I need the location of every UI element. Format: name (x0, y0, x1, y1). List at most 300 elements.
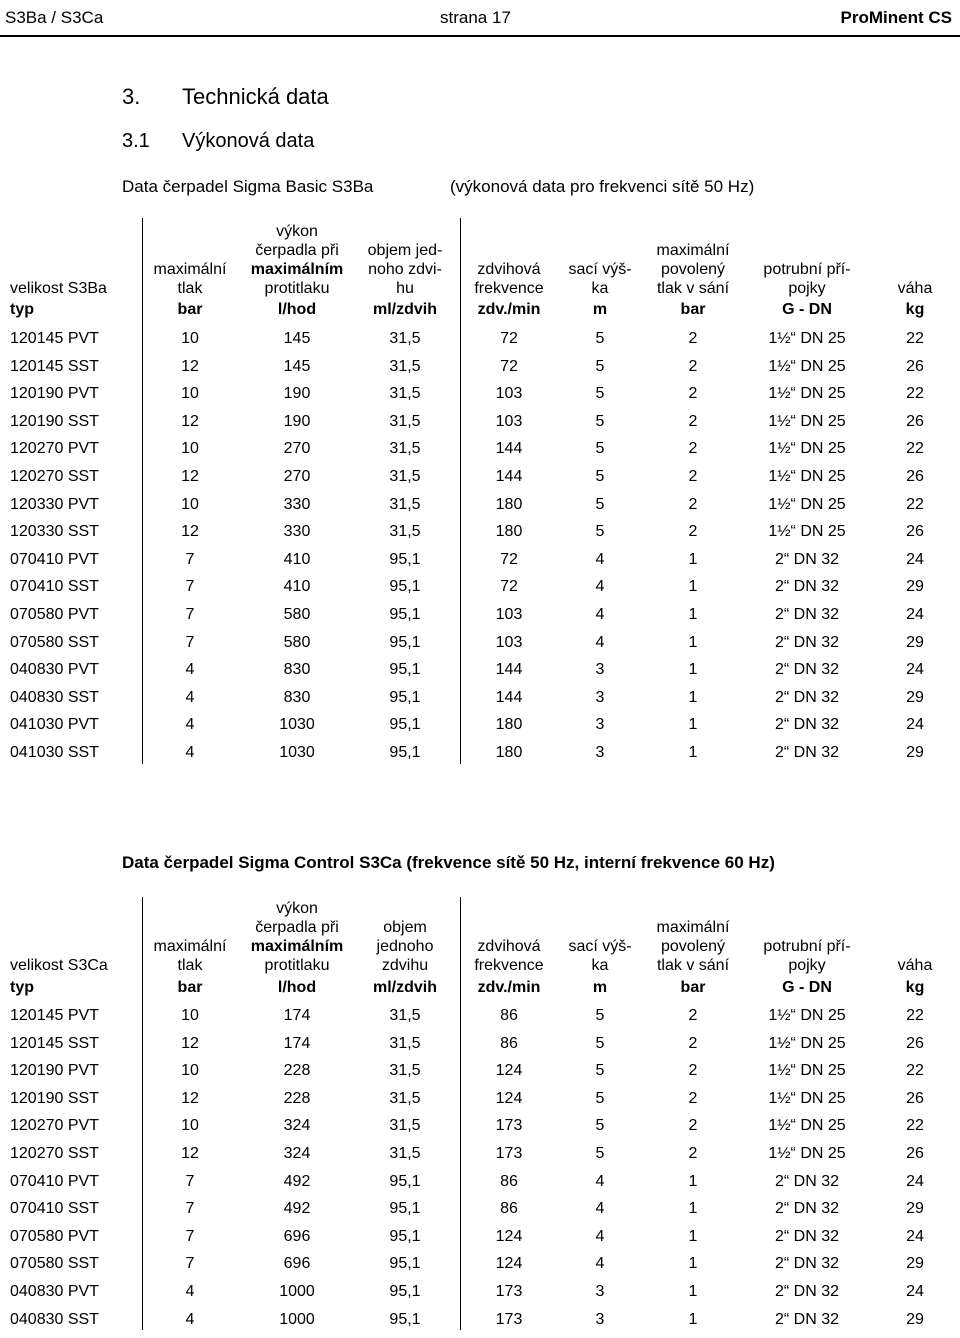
column-header-line: potrubní pří- (763, 261, 851, 278)
unit-cell: l/hod (277, 979, 317, 996)
table-cell: 1030 (279, 716, 315, 734)
column-header-line: sací výš- (568, 261, 632, 278)
table-cell: 2 (688, 495, 698, 513)
table-cell: 7 (185, 633, 195, 651)
table-cell: 10 (181, 330, 199, 347)
table-cell: 26 (906, 523, 924, 541)
table-cell: 2 (688, 330, 698, 347)
table-cell: 31,5 (389, 412, 421, 430)
column-rule (460, 897, 461, 1330)
table-cell: 72 (500, 578, 518, 596)
table-cell: 95,1 (389, 606, 421, 623)
table-cell: 2“ DN 32 (774, 1310, 840, 1328)
table-cell: 95,1 (389, 578, 421, 596)
table-cell: 4 (595, 1255, 605, 1273)
table-cell: 124 (495, 1062, 523, 1080)
table-cell: 2“ DN 32 (774, 550, 840, 568)
table-cell: 173 (495, 1145, 523, 1162)
table-cell: 31,5 (389, 1062, 421, 1080)
table-cell: 2 (688, 1062, 698, 1080)
column-header-line: tlak v sání (656, 957, 730, 974)
table-cell: 31,5 (389, 523, 421, 541)
table-cell: 7 (185, 1172, 195, 1190)
table-cell: 5 (595, 1034, 605, 1052)
table-cell: 24 (906, 606, 924, 623)
column-header-line: jednoho (376, 938, 434, 955)
table-cell: 86 (500, 1034, 518, 1052)
column-header-line: velikost S3Ba (10, 280, 107, 297)
table-cell: 1 (688, 633, 698, 651)
row-type: 040830 SST (10, 688, 99, 706)
table-cell: 580 (283, 606, 311, 623)
table-cell: 24 (906, 1227, 924, 1245)
table-cell: 2 (688, 385, 698, 403)
table-cell: 72 (500, 330, 518, 347)
table-cell: 2 (688, 1034, 698, 1052)
table-cell: 31,5 (389, 468, 421, 485)
table-cell: 12 (181, 412, 199, 430)
column-header-line: sací výš- (568, 938, 632, 955)
column-header (251, 222, 343, 298)
row-type: 070580 PVT (10, 1227, 99, 1245)
column-header-line: maximálním (250, 938, 344, 955)
subsection-number: 3.1 (122, 130, 150, 152)
table-cell: 145 (283, 330, 311, 347)
table-cell: 1½“ DN 25 (768, 1062, 846, 1080)
table-cell: 2“ DN 32 (774, 606, 840, 623)
column-header-line: ka (591, 957, 609, 974)
unit-cell: G - DN (782, 301, 832, 318)
table-cell: 5 (595, 1089, 605, 1107)
table-cell: 12 (181, 1034, 199, 1052)
table-cell: 324 (283, 1145, 311, 1162)
column-header-line: ka (591, 280, 609, 297)
table-cell: 2 (688, 1007, 698, 1024)
column-header-line: maximálním (250, 261, 344, 278)
table-cell: 12 (181, 1145, 199, 1162)
table-cell: 5 (595, 330, 605, 347)
table-cell: 1½“ DN 25 (768, 412, 846, 430)
table-cell: 1 (688, 550, 698, 568)
table-cell: 4 (185, 688, 195, 706)
table-cell: 31,5 (389, 440, 421, 458)
column-header-line: tlak (177, 280, 203, 297)
table-cell: 22 (906, 440, 924, 458)
table-cell: 1½“ DN 25 (768, 1007, 846, 1024)
table-cell: 24 (906, 1283, 924, 1300)
table-cell: 2“ DN 32 (774, 1255, 840, 1273)
table-cell: 4 (185, 1283, 195, 1300)
table-cell: 103 (495, 633, 523, 651)
column-header-line: maximální (656, 242, 730, 259)
table-cell: 10 (181, 1117, 199, 1135)
table-cell: 174 (283, 1007, 311, 1024)
table-cell: 26 (906, 468, 924, 485)
table-cell: 228 (283, 1089, 311, 1107)
table-cell: 29 (906, 1200, 924, 1218)
table-cell: 10 (181, 440, 199, 458)
column-header (898, 956, 933, 975)
table-cell: 12 (181, 1089, 199, 1107)
column-header (474, 260, 543, 298)
unit-cell: bar (680, 301, 706, 318)
table-cell: 830 (283, 688, 311, 706)
column-header-line: protitlaku (264, 957, 330, 974)
table-cell: 12 (181, 357, 199, 375)
table-cell: 1 (688, 1200, 698, 1218)
table-cell: 173 (495, 1283, 523, 1300)
table-cell: 7 (185, 1200, 195, 1218)
table-cell: 1 (688, 1172, 698, 1190)
table1-caption-title: Data čerpadel Sigma Basic S3Ba (122, 177, 374, 196)
table-cell: 2 (688, 523, 698, 541)
column-header (251, 899, 343, 975)
table-cell: 1030 (279, 744, 315, 761)
column-header-line: maximální (656, 919, 730, 936)
column-header-line: čerpadla při (255, 242, 339, 259)
table-cell: 4 (595, 606, 605, 623)
table-cell: 270 (283, 440, 311, 458)
table-cell: 4 (595, 1172, 605, 1190)
table-cell: 86 (500, 1200, 518, 1218)
table-cell: 145 (283, 357, 311, 375)
table-sigma-basic (0, 218, 960, 764)
table-cell: 1½“ DN 25 (768, 1089, 846, 1107)
table-cell: 95,1 (389, 1283, 421, 1300)
table-cell: 7 (185, 1255, 195, 1273)
table-cell: 2“ DN 32 (774, 1200, 840, 1218)
unit-cell: kg (905, 979, 925, 996)
table-cell: 24 (906, 1172, 924, 1190)
column-header-line: protitlaku (264, 280, 330, 297)
table-cell: 5 (595, 412, 605, 430)
table-cell: 180 (495, 744, 523, 761)
table-cell: 1 (688, 1227, 698, 1245)
row-type: 041030 PVT (10, 716, 99, 734)
table-cell: 29 (906, 1255, 924, 1273)
table-cell: 270 (283, 468, 311, 485)
table-cell: 12 (181, 523, 199, 541)
unit-cell: m (592, 301, 608, 318)
table-cell: 26 (906, 412, 924, 430)
table-cell: 180 (495, 716, 523, 734)
unit-cell: zdv./min (477, 979, 541, 996)
table-cell: 5 (595, 357, 605, 375)
table-cell: 2 (688, 357, 698, 375)
column-header-line: objem jed- (367, 242, 443, 259)
table-cell: 330 (283, 523, 311, 541)
column-header-line: frekvence (474, 280, 544, 297)
unit-cell: typ (10, 301, 34, 318)
table-cell: 95,1 (389, 688, 421, 706)
row-type: 070580 SST (10, 1255, 99, 1273)
row-type: 120190 PVT (10, 385, 99, 403)
table-cell: 22 (906, 330, 924, 347)
table-cell: 10 (181, 495, 199, 513)
subsection-title: Výkonová data (182, 130, 315, 152)
table-cell: 2“ DN 32 (774, 633, 840, 651)
table-cell: 1½“ DN 25 (768, 1034, 846, 1052)
table-cell: 29 (906, 633, 924, 651)
column-header (657, 241, 730, 298)
unit-cell: G - DN (782, 979, 832, 996)
table-cell: 228 (283, 1062, 311, 1080)
table-cell: 26 (906, 1089, 924, 1107)
table-cell: 4 (185, 744, 195, 761)
table-cell: 1 (688, 1310, 698, 1328)
table1-caption (122, 177, 755, 197)
table-cell: 5 (595, 440, 605, 458)
table-cell: 1 (688, 744, 698, 761)
table-cell: 144 (495, 661, 523, 679)
column-header-line: zdvihová (477, 261, 541, 278)
table-cell: 1 (688, 1255, 698, 1273)
table-cell: 2 (688, 468, 698, 485)
table-cell: 31,5 (389, 495, 421, 513)
table-cell: 2“ DN 32 (774, 716, 840, 734)
table-cell: 12 (181, 468, 199, 485)
unit-cell: l/hod (277, 301, 317, 318)
table-cell: 5 (595, 1062, 605, 1080)
unit-cell: typ (10, 979, 34, 996)
table-cell: 1½“ DN 25 (768, 468, 846, 485)
row-type: 120270 SST (10, 468, 99, 485)
column-header-line: váha (897, 957, 933, 974)
table-cell: 3 (595, 688, 605, 706)
column-header-line: maximální (153, 938, 227, 955)
table-cell: 2“ DN 32 (774, 744, 840, 761)
header-page-number: strana 17 (440, 8, 511, 27)
column-rule (142, 218, 143, 764)
column-header-line: tlak v sání (656, 280, 730, 297)
table-cell: 31,5 (389, 1145, 421, 1162)
table-cell: 2 (688, 440, 698, 458)
column-header-line: pojky (788, 957, 826, 974)
row-type: 120190 SST (10, 412, 99, 430)
table-cell: 190 (283, 385, 311, 403)
table-cell: 4 (185, 1310, 195, 1328)
row-type: 120190 PVT (10, 1062, 99, 1080)
table-cell: 410 (283, 578, 311, 596)
table-cell: 22 (906, 1007, 924, 1024)
table-cell: 22 (906, 1117, 924, 1135)
table-cell: 492 (283, 1200, 311, 1218)
column-header (763, 260, 850, 298)
table-cell: 2“ DN 32 (774, 688, 840, 706)
column-header-line: výkon (276, 223, 318, 240)
table-cell: 10 (181, 1007, 199, 1024)
table-cell: 144 (495, 468, 523, 485)
table-cell: 22 (906, 385, 924, 403)
table-cell: 31,5 (389, 1007, 421, 1024)
row-type: 120270 PVT (10, 1117, 99, 1135)
table-cell: 7 (185, 606, 195, 623)
column-header-line: pojky (788, 280, 826, 297)
table-cell: 3 (595, 744, 605, 761)
column-header-line: tlak (177, 957, 203, 974)
table-cell: 2“ DN 32 (774, 1283, 840, 1300)
table-cell: 174 (283, 1034, 311, 1052)
table-sigma-control (0, 897, 960, 1330)
table-cell: 24 (906, 716, 924, 734)
table-cell: 22 (906, 495, 924, 513)
unit-cell: bar (680, 979, 706, 996)
table-cell: 95,1 (389, 1227, 421, 1245)
column-header-line: objem (383, 919, 427, 936)
table-cell: 4 (595, 1200, 605, 1218)
table-cell: 1½“ DN 25 (768, 357, 846, 375)
table-cell: 95,1 (389, 633, 421, 651)
column-header (568, 937, 631, 975)
table-cell: 5 (595, 468, 605, 485)
table-cell: 4 (595, 578, 605, 596)
table-cell: 95,1 (389, 716, 421, 734)
table-cell: 95,1 (389, 1310, 421, 1328)
row-type: 120190 SST (10, 1089, 99, 1107)
column-header-line: velikost S3Ca (10, 957, 108, 974)
table-cell: 3 (595, 1283, 605, 1300)
table-cell: 103 (495, 412, 523, 430)
column-header (154, 260, 227, 298)
table-cell: 4 (595, 550, 605, 568)
row-type: 070410 SST (10, 578, 99, 596)
table-cell: 1½“ DN 25 (768, 495, 846, 513)
row-type: 120330 SST (10, 523, 99, 541)
table-cell: 86 (500, 1172, 518, 1190)
table-cell: 95,1 (389, 1172, 421, 1190)
table-cell: 103 (495, 385, 523, 403)
row-type: 120145 SST (10, 1034, 99, 1052)
header-company: ProMinent CS (840, 8, 952, 27)
table-cell: 3 (595, 1310, 605, 1328)
column-header-line: maximální (153, 261, 227, 278)
row-type: 070580 PVT (10, 606, 99, 623)
column-header (10, 279, 107, 298)
table-cell: 95,1 (389, 1255, 421, 1273)
table-cell: 24 (906, 661, 924, 679)
table-cell: 10 (181, 385, 199, 403)
table-cell: 1 (688, 716, 698, 734)
table-cell: 3 (595, 716, 605, 734)
row-type: 120270 SST (10, 1145, 99, 1162)
row-type: 070410 PVT (10, 1172, 99, 1190)
table-cell: 2 (688, 1089, 698, 1107)
table-cell: 10 (181, 1062, 199, 1080)
row-type: 120145 SST (10, 357, 99, 375)
table-cell: 95,1 (389, 661, 421, 679)
row-type: 040830 PVT (10, 661, 99, 679)
column-header-line: zdvihová (477, 938, 541, 955)
table-cell: 1 (688, 661, 698, 679)
table-cell: 31,5 (389, 1034, 421, 1052)
table-cell: 696 (283, 1255, 311, 1273)
table-cell: 95,1 (389, 1200, 421, 1218)
table-cell: 1½“ DN 25 (768, 1117, 846, 1135)
column-header (377, 918, 434, 975)
table-cell: 29 (906, 744, 924, 761)
page-header (0, 0, 960, 36)
column-header-line: povolený (660, 261, 726, 278)
table-cell: 410 (283, 550, 311, 568)
table-cell: 2“ DN 32 (774, 1227, 840, 1245)
table-cell: 31,5 (389, 385, 421, 403)
table-cell: 173 (495, 1117, 523, 1135)
table-cell: 7 (185, 550, 195, 568)
unit-cell: ml/zdvih (372, 301, 438, 318)
table-cell: 31,5 (389, 1089, 421, 1107)
table-cell: 1000 (279, 1283, 315, 1300)
table-cell: 1½“ DN 25 (768, 523, 846, 541)
table-cell: 1½“ DN 25 (768, 385, 846, 403)
table-cell: 26 (906, 1034, 924, 1052)
table-cell: 5 (595, 1145, 605, 1162)
table-cell: 580 (283, 633, 311, 651)
table-cell: 5 (595, 1007, 605, 1024)
unit-cell: bar (177, 979, 203, 996)
table-cell: 1 (688, 1283, 698, 1300)
column-header (10, 956, 108, 975)
table-cell: 5 (595, 1117, 605, 1135)
table-cell: 492 (283, 1172, 311, 1190)
table-cell: 103 (495, 606, 523, 623)
table-cell: 1½“ DN 25 (768, 1145, 846, 1162)
table-cell: 29 (906, 578, 924, 596)
table-cell: 124 (495, 1255, 523, 1273)
unit-cell: kg (905, 301, 925, 318)
table-cell: 4 (595, 633, 605, 651)
table-cell: 7 (185, 578, 195, 596)
column-header-line: váha (897, 280, 933, 297)
table-cell: 180 (495, 495, 523, 513)
subsection-heading (122, 130, 314, 153)
column-header (368, 241, 443, 298)
table2-caption: Data čerpadel Sigma Control S3Ca (frekvence sítě 50 Hz, interní frekvence 60 Hz) (122, 853, 775, 872)
table-cell: 124 (495, 1089, 523, 1107)
column-header-line: výkon (276, 900, 318, 917)
column-header-line: noho zdvi- (368, 261, 442, 278)
row-type: 040830 SST (10, 1310, 99, 1328)
row-type: 120145 PVT (10, 1007, 99, 1024)
table-cell: 29 (906, 688, 924, 706)
table-cell: 144 (495, 688, 523, 706)
table-cell: 180 (495, 523, 523, 541)
table-cell: 7 (185, 1227, 195, 1245)
section-heading (122, 84, 329, 110)
table-cell: 29 (906, 1310, 924, 1328)
table-cell: 2“ DN 32 (774, 661, 840, 679)
table-cell: 5 (595, 385, 605, 403)
column-header-line: čerpadla při (255, 919, 339, 936)
table-cell: 2“ DN 32 (774, 578, 840, 596)
unit-cell: ml/zdvih (372, 979, 438, 996)
table-cell: 1000 (279, 1310, 315, 1328)
table-cell: 2“ DN 32 (774, 1172, 840, 1190)
table-cell: 173 (495, 1310, 523, 1328)
table-cell: 324 (283, 1117, 311, 1135)
table-cell: 830 (283, 661, 311, 679)
row-type: 070410 PVT (10, 550, 99, 568)
table-cell: 4 (185, 661, 195, 679)
table-cell: 95,1 (389, 550, 421, 568)
row-type: 040830 PVT (10, 1283, 99, 1300)
column-header-line: frekvence (474, 957, 544, 974)
header-rule (0, 35, 960, 37)
header-doc-id: S3Ba / S3Ca (5, 8, 104, 27)
table-cell: 31,5 (389, 357, 421, 375)
table-cell: 1½“ DN 25 (768, 440, 846, 458)
table-cell: 22 (906, 1062, 924, 1080)
table-cell: 5 (595, 523, 605, 541)
